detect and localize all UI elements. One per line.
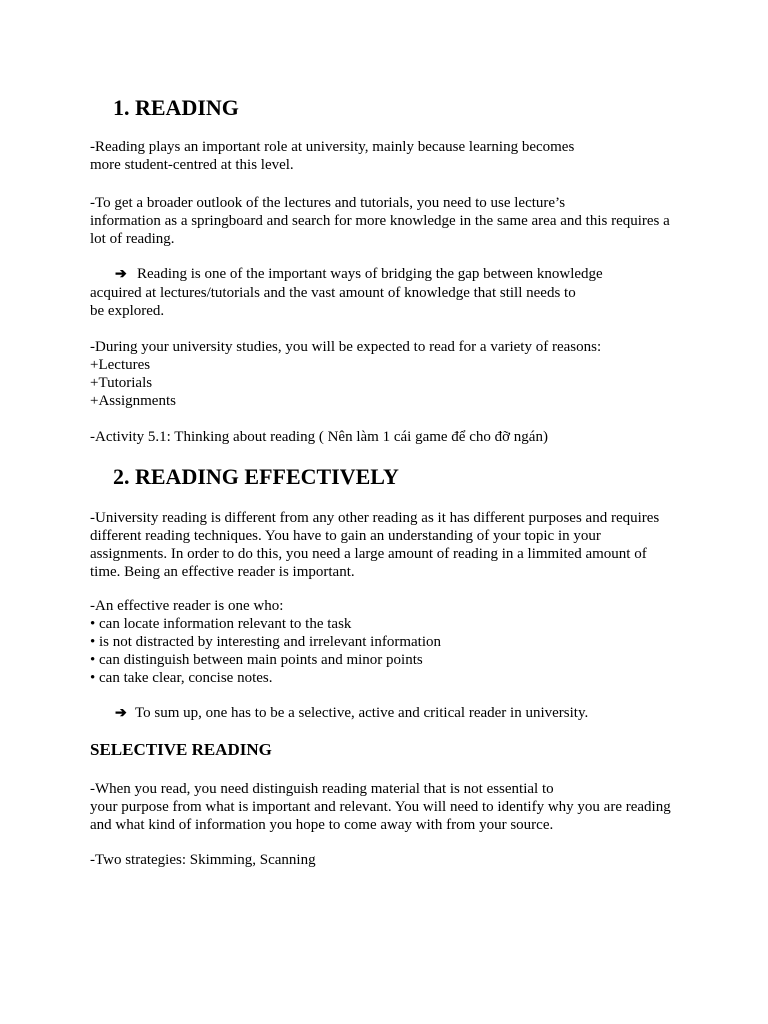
text-line: -University reading is different from any other reading as it has different purposes and requires — [90, 510, 660, 526]
heading-reading: 1. READING — [113, 95, 239, 120]
text-line: be explored. — [90, 303, 165, 319]
list-item: • is not distracted by interesting and irrelevant information — [90, 634, 441, 650]
list-item: • can take clear, concise notes. — [90, 670, 273, 686]
list-item: +Tutorials — [90, 375, 153, 391]
heading-selective-reading: SELECTIVE READING — [90, 740, 272, 759]
text-line: your purpose from what is important and relevant. You will need to identify why you are reading — [90, 799, 671, 815]
paragraph-arrow-continuation — [90, 284, 690, 320]
paragraph-selective — [90, 780, 690, 834]
paragraph-university-reading — [90, 509, 690, 581]
arrow-text: Reading is one of the important ways of bridging the gap between knowledge — [137, 266, 603, 282]
list-item: • can locate information relevant to the task — [90, 616, 352, 632]
text-line: -To get a broader outlook of the lectures and tutorials, you need to use lecture’s — [90, 195, 566, 211]
text-line: assignments. In order to do this, you need a large amount of reading in a limmited amount of — [90, 546, 647, 562]
text-line: -Activity 5.1: Thinking about reading ( Nên làm 1 cái game để cho đỡ ngán) — [90, 429, 548, 445]
text-line: lot of reading. — [90, 231, 175, 247]
arrow-text: To sum up, one has to be a selective, active and critical reader in university. — [135, 705, 589, 721]
text-line: -An effective reader is one who: — [90, 598, 284, 614]
right-arrow-icon: ➔ — [115, 267, 127, 282]
text-line: acquired at lectures/tutorials and the vast amount of knowledge that still needs to — [90, 285, 576, 301]
arrow-point-sum-up — [115, 704, 588, 723]
text-line: -Two strategies: Skimming, Scanning — [90, 852, 316, 868]
text-line: different reading techniques. You have to gain an understanding of your topic in your — [90, 528, 601, 544]
paragraph-activity — [90, 428, 690, 446]
heading-reading-effectively: 2. READING EFFECTIVELY — [113, 464, 399, 489]
paragraph-broader-outlook — [90, 194, 690, 248]
paragraph-effective-reader — [90, 597, 690, 687]
list-item: • can distinguish between main points and minor points — [90, 652, 423, 668]
paragraph-reasons-list — [90, 338, 690, 410]
paragraph-reading-role — [90, 138, 690, 174]
text-line: time. Being an effective reader is important. — [90, 564, 355, 580]
text-line: -During your university studies, you will be expected to read for a variety of reasons: — [90, 339, 602, 355]
list-item: +Lectures — [90, 357, 151, 373]
list-item: +Assignments — [90, 393, 176, 409]
text-line: -Reading plays an important role at university, mainly because learning becomes — [90, 139, 575, 155]
text-line: more student-centred at this level. — [90, 157, 294, 173]
paragraph-two-strategies — [90, 851, 690, 869]
text-line: information as a springboard and search for more knowledge in the same area and this requires a — [90, 213, 670, 229]
right-arrow-icon: ➔ — [115, 706, 127, 721]
text-line: -When you read, you need distinguish reading material that is not essential to — [90, 781, 554, 797]
arrow-point-reading — [115, 265, 603, 284]
text-line: and what kind of information you hope to come away with from your source. — [90, 817, 554, 833]
